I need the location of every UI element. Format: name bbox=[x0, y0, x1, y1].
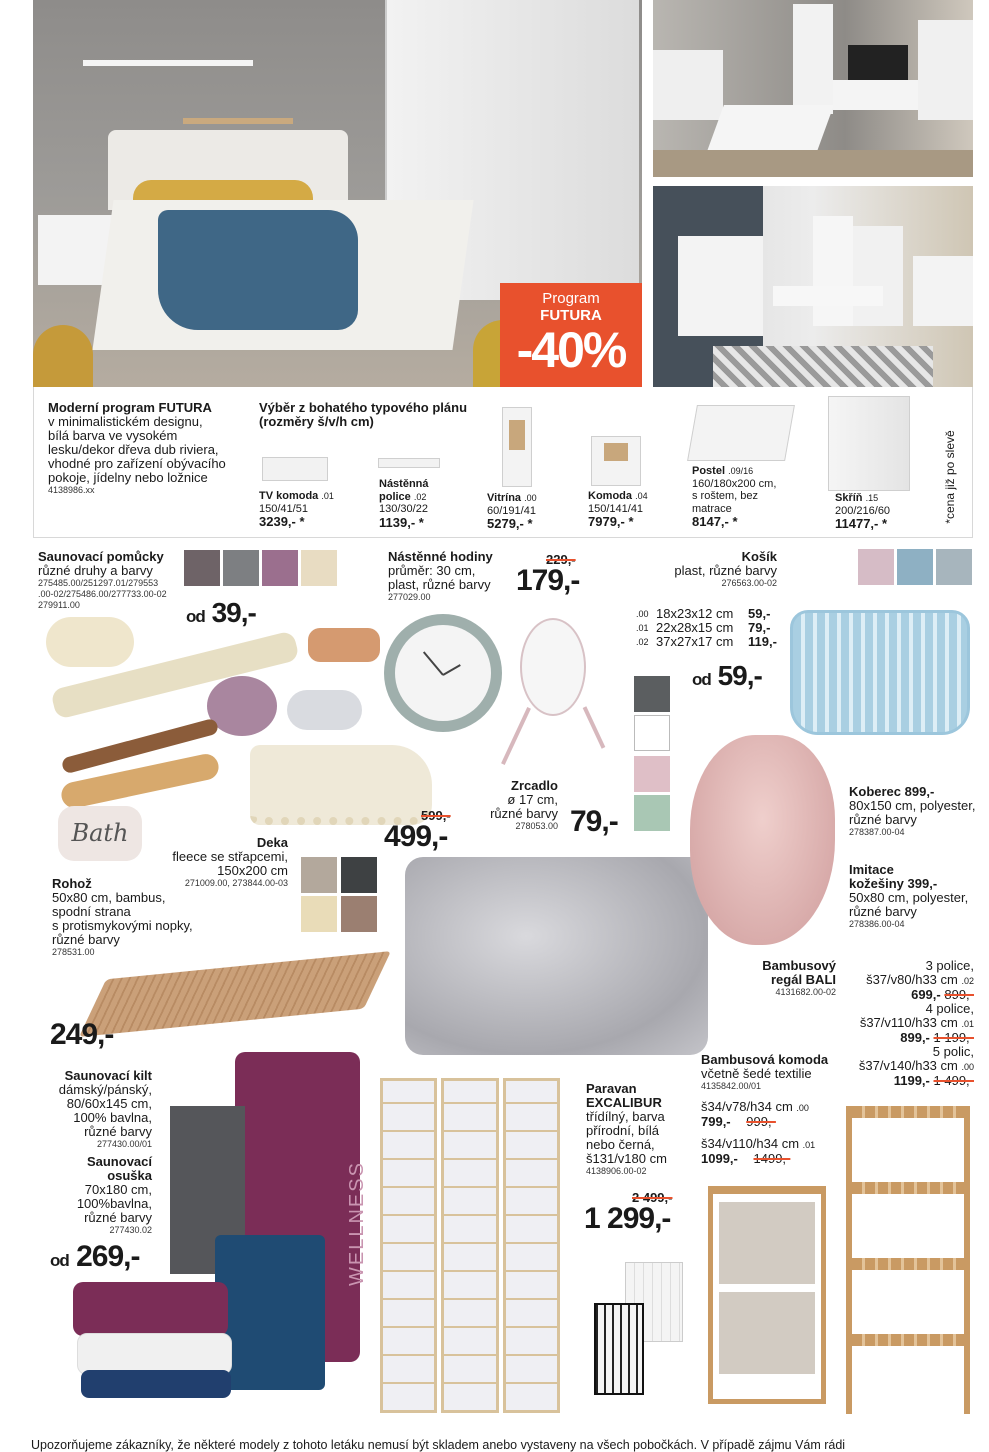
paravan-black-thumb bbox=[594, 1303, 644, 1395]
clock-text: Nástěnné hodiny průměr: 30 cm, plast, různé barvy 277029.00 bbox=[388, 549, 493, 602]
mirror-image bbox=[520, 618, 586, 716]
basket-sizes: .00 18x23x12 cm 59,- .01 22x28x15 cm 79,- .02 37x27x17 cm 119,- bbox=[636, 606, 777, 649]
swatch-taupe bbox=[301, 857, 337, 893]
swatch-cream bbox=[301, 550, 337, 586]
swatch-beige bbox=[301, 896, 337, 932]
sponge-image bbox=[46, 617, 134, 667]
futura-item-wardrobe: Skříň .15 200/216/60 11477,- * bbox=[835, 492, 891, 531]
price-note-vertical: *cena již po slevě bbox=[943, 430, 957, 524]
bed-thumb bbox=[687, 405, 795, 461]
bali-shelf-image bbox=[846, 1106, 970, 1414]
futura-title: Moderní program FUTURA bbox=[48, 400, 212, 415]
swatch-charcoal bbox=[341, 857, 377, 893]
paravan-text: Paravan EXCALIBUR třídílný, barva přírodní, bílá nebo černá, š131/v180 cm 4138906.00-02 bbox=[586, 1081, 667, 1176]
swatch-dark-brown bbox=[184, 550, 220, 586]
pumice-image bbox=[287, 690, 362, 730]
kilt-text: Saunovací kilt dámský/pánský, 80/60x145 cm, 100% bavlna, různé barvy 277430.00/01 bbox=[58, 1068, 152, 1149]
mirror-leg bbox=[501, 707, 531, 765]
bamboo-dresser-image bbox=[708, 1186, 826, 1404]
clock-old-price: 229,- bbox=[546, 552, 576, 567]
paravan-price: 1 299,- bbox=[584, 1202, 671, 1235]
swatch-pink bbox=[858, 549, 894, 585]
basket-text: Košík plast, různé barvy 276563.00-02 bbox=[674, 549, 777, 588]
blanket-price: 499,- bbox=[384, 820, 448, 853]
tv-stand-thumb bbox=[262, 457, 328, 481]
futura-choice-title: Výběr z bohatého typového plánu (rozměry š/v/h cm) bbox=[259, 400, 468, 429]
paravan-image bbox=[380, 1078, 560, 1413]
paravan-old-price: 2 499,- bbox=[632, 1190, 673, 1205]
towel-stack-purple bbox=[73, 1282, 228, 1336]
sauna-tools-price: od 39,- bbox=[186, 597, 256, 628]
mirror-price: 79,- bbox=[570, 805, 618, 838]
carpet-image bbox=[405, 857, 708, 1055]
clock-price: 179,- bbox=[516, 564, 580, 597]
towel-text: Saunovací osuška 70x180 cm, 100%bavlna, různé barvy 277430.02 bbox=[76, 1154, 152, 1235]
badge-program: Program bbox=[542, 290, 600, 307]
futura-item-shelf: Nástěnná police .02 130/30/22 1139,- * bbox=[379, 478, 429, 530]
swatch-anthracite bbox=[634, 676, 670, 712]
brush-image bbox=[308, 628, 380, 662]
kilt-purple-image: WELLNESS bbox=[235, 1052, 360, 1362]
mirror-text: Zrcadlo ø 17 cm, různé barvy 278053.00 bbox=[490, 778, 558, 831]
dresser-thumb bbox=[591, 436, 641, 486]
wardrobe-thumb bbox=[828, 396, 910, 491]
swatch-rose bbox=[634, 756, 670, 792]
blanket-text: Deka fleece se střapcemi, 150x200 cm 271009.00, 273844.00-03 bbox=[172, 835, 288, 888]
footer-disclaimer: Upozorňujeme zákazníky, že některé modely z tohoto letáku nemusí být skladem anebo vystaveny na všech pobočkách. V případě zájmu Vám rádi bbox=[31, 1438, 846, 1452]
bath-pillow-image: Bath bbox=[58, 806, 142, 861]
futura-item-dresser: Komoda .04 150/141/41 7979,- * bbox=[588, 490, 648, 529]
blanket-image bbox=[250, 745, 432, 825]
dining-room-photo bbox=[653, 186, 973, 387]
swatch-mocha bbox=[341, 896, 377, 932]
swatch-blue-grey bbox=[936, 549, 972, 585]
futura-item-tv: TV komoda .01 150/41/51 3239,- * bbox=[259, 490, 334, 529]
bali-text: Bambusový regál BALI 4131682.00-02 bbox=[762, 958, 836, 997]
vitrine-thumb bbox=[502, 407, 532, 487]
fur-image bbox=[690, 735, 835, 945]
carpet-text: Koberec 899,- 80x150 cm, polyester, různé barvy 278387.00-04 bbox=[849, 784, 976, 837]
sauna-tools-text: Saunovací pomůcky různé druhy a barvy 275485.00/251297.01/279553 .00-02/275486.00/277733.00-02 279911.00 bbox=[38, 549, 167, 610]
rohoz-text: Rohož 50x80 cm, bambus, spodní strana s protismykovými nopky, různé barvy 278531.00 bbox=[52, 876, 193, 957]
mirror-leg bbox=[583, 706, 606, 748]
discount-badge bbox=[500, 283, 642, 387]
bamboo-mat-image bbox=[79, 951, 391, 1037]
clock-image bbox=[384, 614, 502, 732]
futura-description: Moderní program FUTURA v minimalistickém designu, bílá barva ve vysokém lesku/dekor dřeva dub riviera, vhodné pro zařízení obývacího pokoje, jídelny nebo ložnice 4138986.xx bbox=[48, 401, 253, 496]
futura-item-vitrine: Vitrína .00 60/191/41 5279,- * bbox=[487, 492, 537, 531]
towel-price: od 269,- bbox=[50, 1240, 140, 1273]
futura-item-bed: Postel .09/16 160/180x200 cm, s roštem, bez matrace 8147,- * bbox=[692, 465, 777, 529]
swatch-purple bbox=[262, 550, 298, 586]
swatch-white bbox=[634, 715, 670, 751]
blanket-old-price: 599,- bbox=[421, 808, 451, 823]
living-room-photo bbox=[653, 0, 973, 177]
swatch-blue bbox=[897, 549, 933, 585]
badge-name: FUTURA bbox=[540, 307, 602, 324]
basket-price: od 59,- bbox=[692, 660, 762, 691]
badge-discount: -40% bbox=[516, 322, 626, 378]
bali-variants: 3 police, š37/v80/h33 cm .02 699,- 899,- 4 police, š37/v110/h33 cm .01 899,- 1 199,- 5 polic, š37/v140/h33 cm .00 1199,- 1 499,- bbox=[858, 958, 974, 1088]
swatch-mint bbox=[634, 795, 670, 831]
basket-image bbox=[790, 610, 970, 735]
swatch-grey bbox=[223, 550, 259, 586]
rohoz-price: 249,- bbox=[50, 1018, 114, 1051]
towel-stack-navy bbox=[81, 1370, 231, 1398]
bamboo-dresser-text: Bambusová komoda včetně šedé textilie 4135842.00/01 š34/v78/h34 cm .00 799,- 999,- š34/v110/h34 cm .01 1099,- 1499,- bbox=[701, 1052, 829, 1166]
fur-text: Imitace kožešiny 399,- 50x80 cm, polyester, různé barvy 278386.00-04 bbox=[849, 862, 969, 929]
shelf-thumb bbox=[378, 458, 440, 468]
towel-stack-white bbox=[77, 1333, 232, 1375]
